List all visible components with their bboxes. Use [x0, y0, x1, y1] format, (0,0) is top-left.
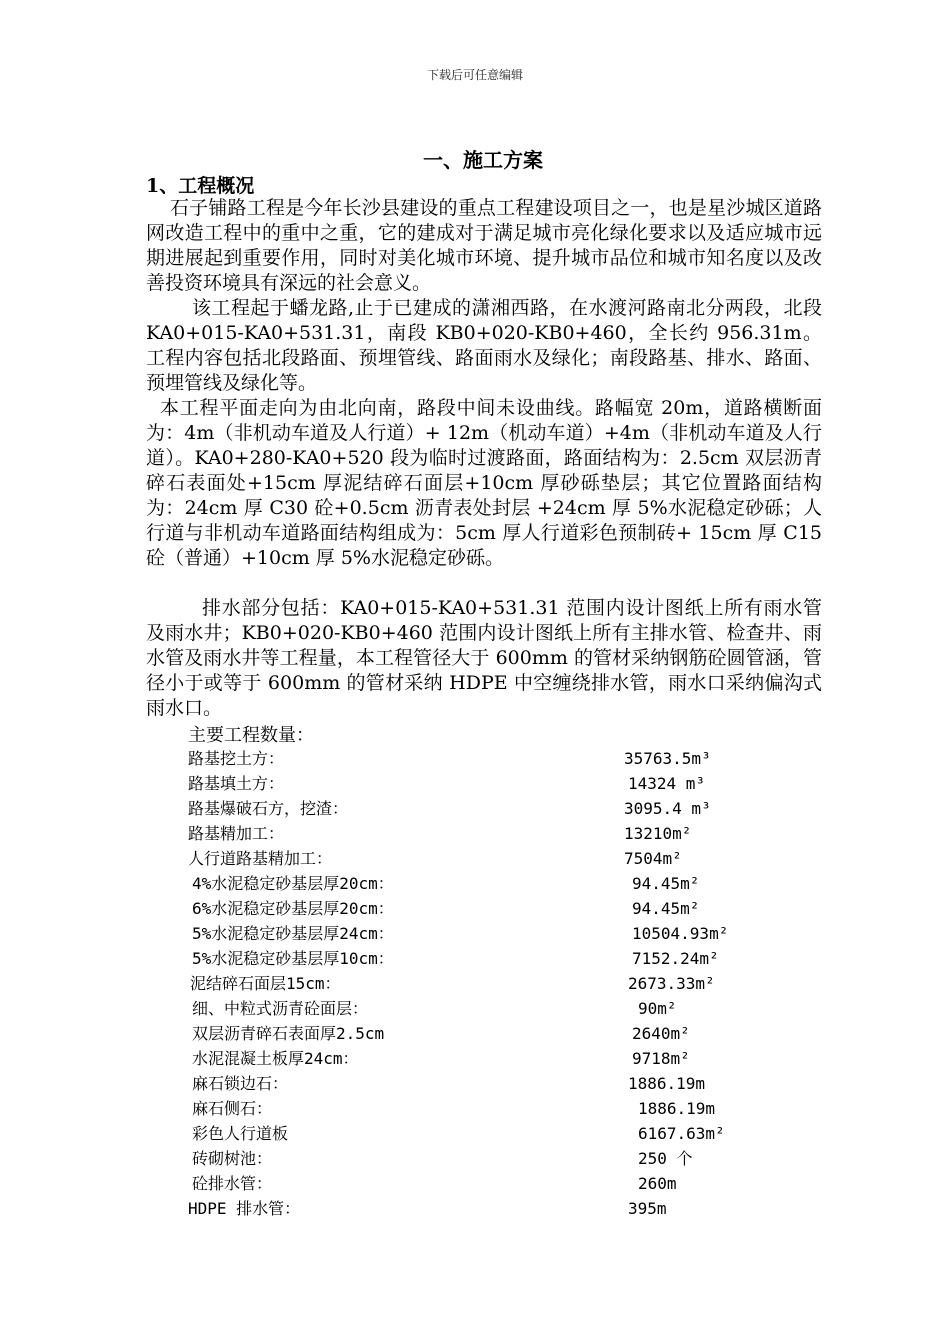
quantity-label: HDPE 排水管： — [188, 1199, 301, 1218]
quantity-row — [0, 746, 950, 771]
quantity-row — [0, 896, 950, 921]
quantity-value: 9718m² — [632, 1049, 690, 1068]
quantity-row — [0, 821, 950, 846]
quantity-label: 路基爆破石方，挖渣： — [188, 799, 349, 818]
quantity-value: 90m² — [638, 999, 677, 1018]
quantity-row — [0, 871, 950, 896]
quantity-label: 6%水泥稳定砂基层厚20cm： — [192, 899, 394, 918]
quantity-label: 麻石侧石： — [192, 1099, 273, 1118]
quantity-value: 1886.19m — [628, 1074, 706, 1093]
paragraph-overview: 石子铺路工程是今年长沙县建设的重点工程建设项目之一，也是星沙城区道路网改造工程中的重中之重，它的建成对于满足城市亮化绿化要求以及适应城市远期进展起到重要作用，同时对美化城市环境、提升城市品位和城市知名度以及改善投资环境具有深远的社会意义。 — [146, 197, 822, 294]
quantity-value: 35763.5m³ — [624, 749, 711, 768]
quantity-label: 水泥混凝土板厚24cm： — [192, 1049, 359, 1068]
quantity-row — [0, 946, 950, 971]
quantity-value: 1886.19m — [638, 1099, 716, 1118]
quantity-label: 路基挖土方： — [188, 749, 285, 768]
paragraph-structure: 本工程平面走向为由北向南，路段中间未设曲线。路幅宽 20m，道路横断面为：4m（非机动车道及人行道）+ 12m（机动车道）+4m（非机动车道及人行道）。KA0+280-KA0+520 段为临时过渡路面，路面结构为：2.5cm 双层沥青碎石表面处+15cm 厚泥结碎石面层+10cm 厚砂砾垫层；其它位置路面结构为：24cm 厚 C30 砼+0.5cm 沥青表处封层 +24cm 厚 5%水泥稳定砂砾；人行道与非机动车道路面结构组成为：5cm 厚人行道彩色预制砖+ 15cm 厚 C15 砼（普通）+10cm 厚 5%水泥稳定砂砾。 — [146, 397, 822, 569]
quantity-row — [0, 1046, 950, 1071]
quantity-label: 彩色人行道板 — [192, 1124, 289, 1143]
quantity-row — [0, 1196, 950, 1221]
quantity-label: 4%水泥稳定砂基层厚20cm： — [192, 874, 394, 893]
header-note: 下载后可任意编辑 — [426, 68, 523, 82]
quantity-value: 10504.93m² — [632, 924, 729, 943]
quantity-value: 7504m² — [624, 849, 682, 868]
quantity-row — [0, 996, 950, 1021]
quantity-label: 双层沥青碎石表面厚2.5cm — [192, 1024, 385, 1043]
quantity-value: 6167.63m² — [638, 1124, 725, 1143]
quantity-label: 麻石锁边石： — [192, 1074, 289, 1093]
quantity-label: 路基精加工： — [188, 824, 285, 843]
quantity-value: 395m — [628, 1199, 667, 1218]
quantity-row — [0, 1121, 950, 1146]
quantity-value: 3095.4 m³ — [624, 799, 711, 818]
paragraph-scope: 该工程起于蟠龙路,止于已建成的潇湘西路，在水渡河路南北分两段，北段 KA0+015-KA0+531.31，南段 KB0+020-KB0+460，全长约 956.31m。工程内容包括北段路面、预埋管线、路面雨水及绿化；南段路基、排水、路面、预埋管线及绿化等。 — [146, 297, 822, 394]
quantity-value: 260m — [638, 1174, 677, 1193]
quantity-label: 泥结碎石面层15cm： — [190, 974, 341, 993]
quantity-label: 细、中粒式沥青砼面层： — [192, 999, 369, 1018]
quantity-row — [0, 971, 950, 996]
quantity-value: 13210m² — [624, 824, 692, 843]
quantity-value: 2673.33m² — [628, 974, 715, 993]
section-heading: 1、工程概况 — [146, 175, 255, 197]
quantity-value: 94.45m² — [632, 899, 700, 918]
paragraph-drainage: 排水部分包括：KA0+015-KA0+531.31 范围内设计图纸上所有雨水管及雨水井；KB0+020-KB0+460 范围内设计图纸上所有主排水管、检查井、雨水管及雨水井等工程量，本工程管径大于 600mm 的管材采纳钢筋砼圆管涵，管径小于或等于 600mm 的管材采纳 HDPE 中空缠绕排水管，雨水口采纳偏沟式雨水口。 — [146, 597, 822, 719]
quantity-row — [0, 771, 950, 796]
quantities-list — [0, 746, 950, 1221]
quantity-value: 250 个 — [638, 1149, 693, 1168]
quantity-row — [0, 1146, 950, 1171]
quantity-row — [0, 796, 950, 821]
quantity-label: 5%水泥稳定砂基层厚10cm： — [192, 949, 394, 968]
quantity-value: 94.45m² — [632, 874, 700, 893]
quantity-row — [0, 921, 950, 946]
quantity-label: 砼排水管： — [192, 1174, 273, 1193]
page-title: 一、施工方案 — [423, 148, 543, 172]
quantity-row — [0, 1021, 950, 1046]
quantity-value: 7152.24m² — [632, 949, 719, 968]
quantity-label: 人行道路基精加工： — [188, 849, 333, 868]
quantity-row — [0, 846, 950, 871]
quantity-row — [0, 1171, 950, 1196]
quantities-heading: 主要工程数量： — [188, 725, 314, 746]
quantity-label: 砖砌树池： — [192, 1149, 273, 1168]
quantity-value: 14324 m³ — [628, 774, 706, 793]
quantity-label: 5%水泥稳定砂基层厚24cm： — [192, 924, 394, 943]
quantity-value: 2640m² — [632, 1024, 690, 1043]
quantity-row — [0, 1071, 950, 1096]
quantity-row — [0, 1096, 950, 1121]
quantity-label: 路基填土方： — [188, 774, 285, 793]
